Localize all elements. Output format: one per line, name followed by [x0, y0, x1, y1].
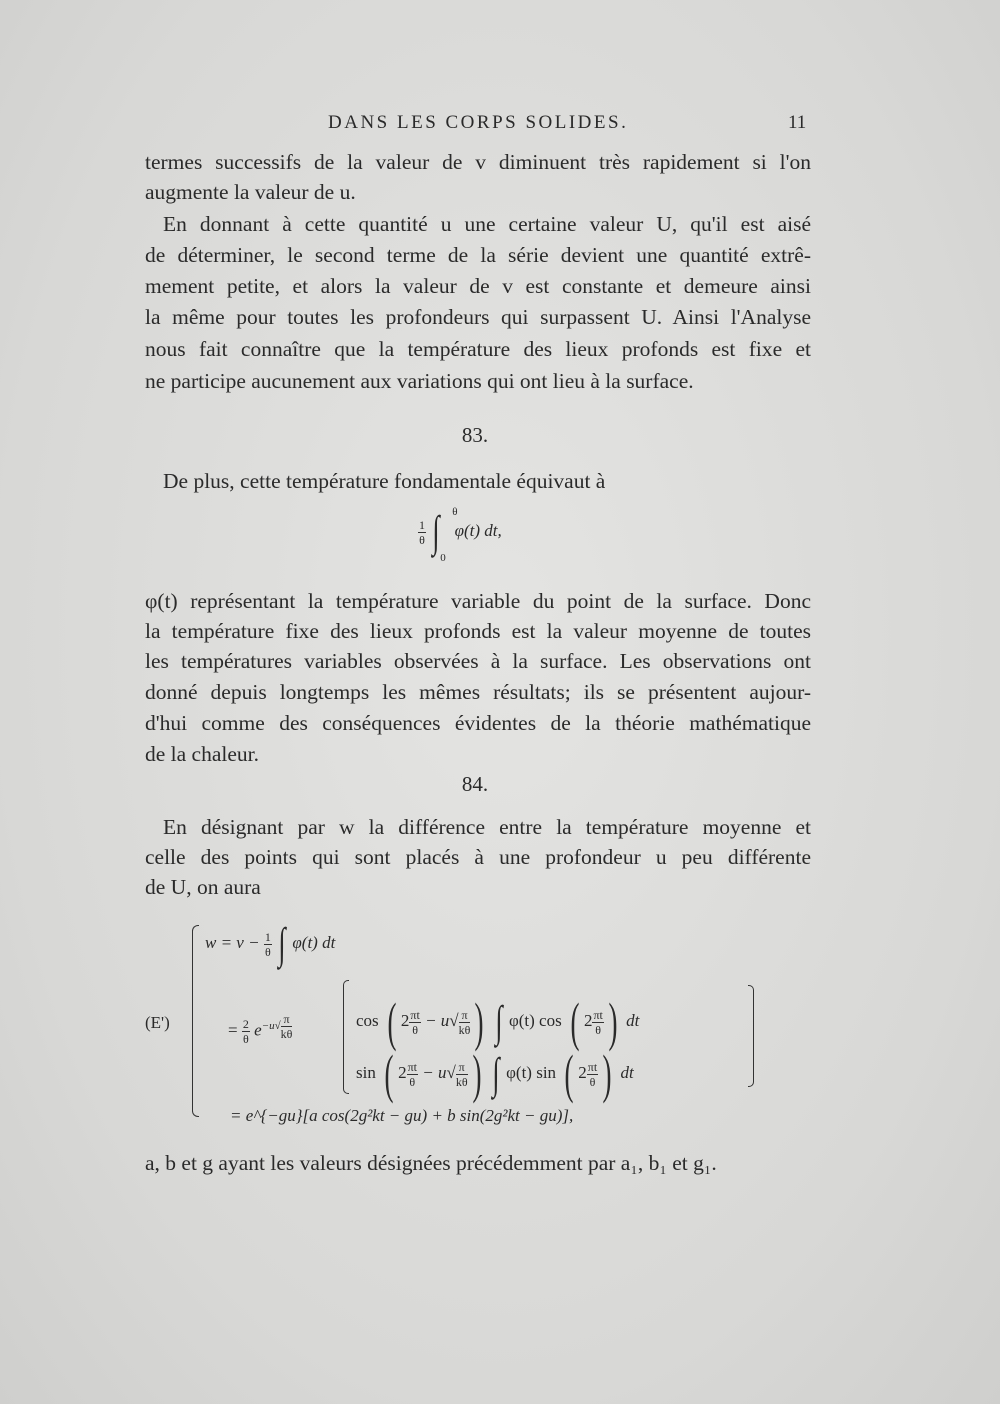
text-line: De plus, cette température fondamentale équivaut à — [163, 469, 606, 493]
text-line: φ(t) représentant la température variable du point de la surface. Donc — [145, 589, 811, 613]
text-line: En désignant par w la différence entre la température moyenne et — [163, 815, 811, 839]
system-line-2-prefix: = $\frac{2}{\theta}$ $e^{-u√ \frac{\pi}{k\theta}}$ — [228, 1012, 293, 1047]
text-line: mement petite, et alors la valeur de v est constante et demeure ainsi — [145, 274, 811, 298]
inner-left-brace — [343, 980, 349, 1094]
system-sin-line: sin ( 2 $\frac{\pi t}{\theta}$ − u√ $\frac{\pi}{k\theta}$ ) ∫ φ(t) sin ( 2 $\frac{\pi t}{\theta}$ ) dt — [356, 1044, 634, 1104]
text-line: donné depuis longtemps les mêmes résultats; ils se présentent aujour- — [145, 680, 811, 704]
text-line: d'hui comme des conséquences évidentes de la théorie mathématique — [145, 711, 811, 735]
left-brace — [192, 925, 199, 1117]
running-title: DANS LES CORPS SOLIDES. — [328, 112, 629, 133]
integral-sign: ∫ — [432, 507, 440, 556]
section-number-84: 84. — [461, 772, 489, 796]
text-line: augmente la valeur de u. — [145, 180, 356, 204]
text-line: les températures variables observées à la surface. Les observations ont — [145, 649, 811, 673]
system-line-1: w = v − $\frac{1}{\theta}$ ∫ φ(t) dt — [205, 919, 336, 968]
text-line: celle des points qui sont placés à une profondeur u peu différente — [145, 845, 811, 869]
text-line: la température fixe des lieux profonds est la valeur moyenne de toutes — [145, 619, 811, 643]
text-line: de U, on aura — [145, 875, 261, 899]
equation-label: (E') — [145, 1013, 170, 1032]
text-line: En donnant à cette quantité u une certaine valeur U, qu'il est aisé — [163, 212, 811, 236]
text-line: ne participe aucunement aux variations qui ont lieu à la surface. — [145, 369, 694, 393]
text-line: nous fait connaître que la température des lieux profonds est fixe et — [145, 337, 811, 361]
system-cos-line: cos ( 2 $\frac{\pi t}{\theta}$ − u√ $\frac{\pi}{k\theta}$ ) ∫ φ(t) cos ( 2 $\frac{\pi t}{\theta}$ ) dt — [356, 992, 640, 1052]
text-line: la même pour toutes les profondeurs qui surpassent U. Ainsi l'Analyse — [145, 305, 811, 329]
text-line: termes successifs de la valeur de v diminuent très rapidement si l'on — [145, 150, 811, 174]
text-line: a, b et g ayant les valeurs désignées précédemment par a₁, b₁ et g₁. — [145, 1151, 717, 1175]
section-number-83: 83. — [461, 423, 489, 447]
system-line-3: = e^{−gu}[a cos(2g²kt − gu) + b sin(2g²kt − gu)], — [230, 1106, 574, 1125]
text-line: de déterminer, le second terme de la série devient une quantité extrê- — [145, 243, 811, 267]
page-number: 11 — [788, 112, 807, 133]
formula-mean-integral: $\frac{1}{\theta}$ ∫ θ 0 φ(t) dt, — [419, 506, 502, 564]
page-header — [0, 112, 1000, 142]
inner-right-brace — [748, 985, 754, 1087]
text-line: de la chaleur. — [145, 742, 260, 766]
